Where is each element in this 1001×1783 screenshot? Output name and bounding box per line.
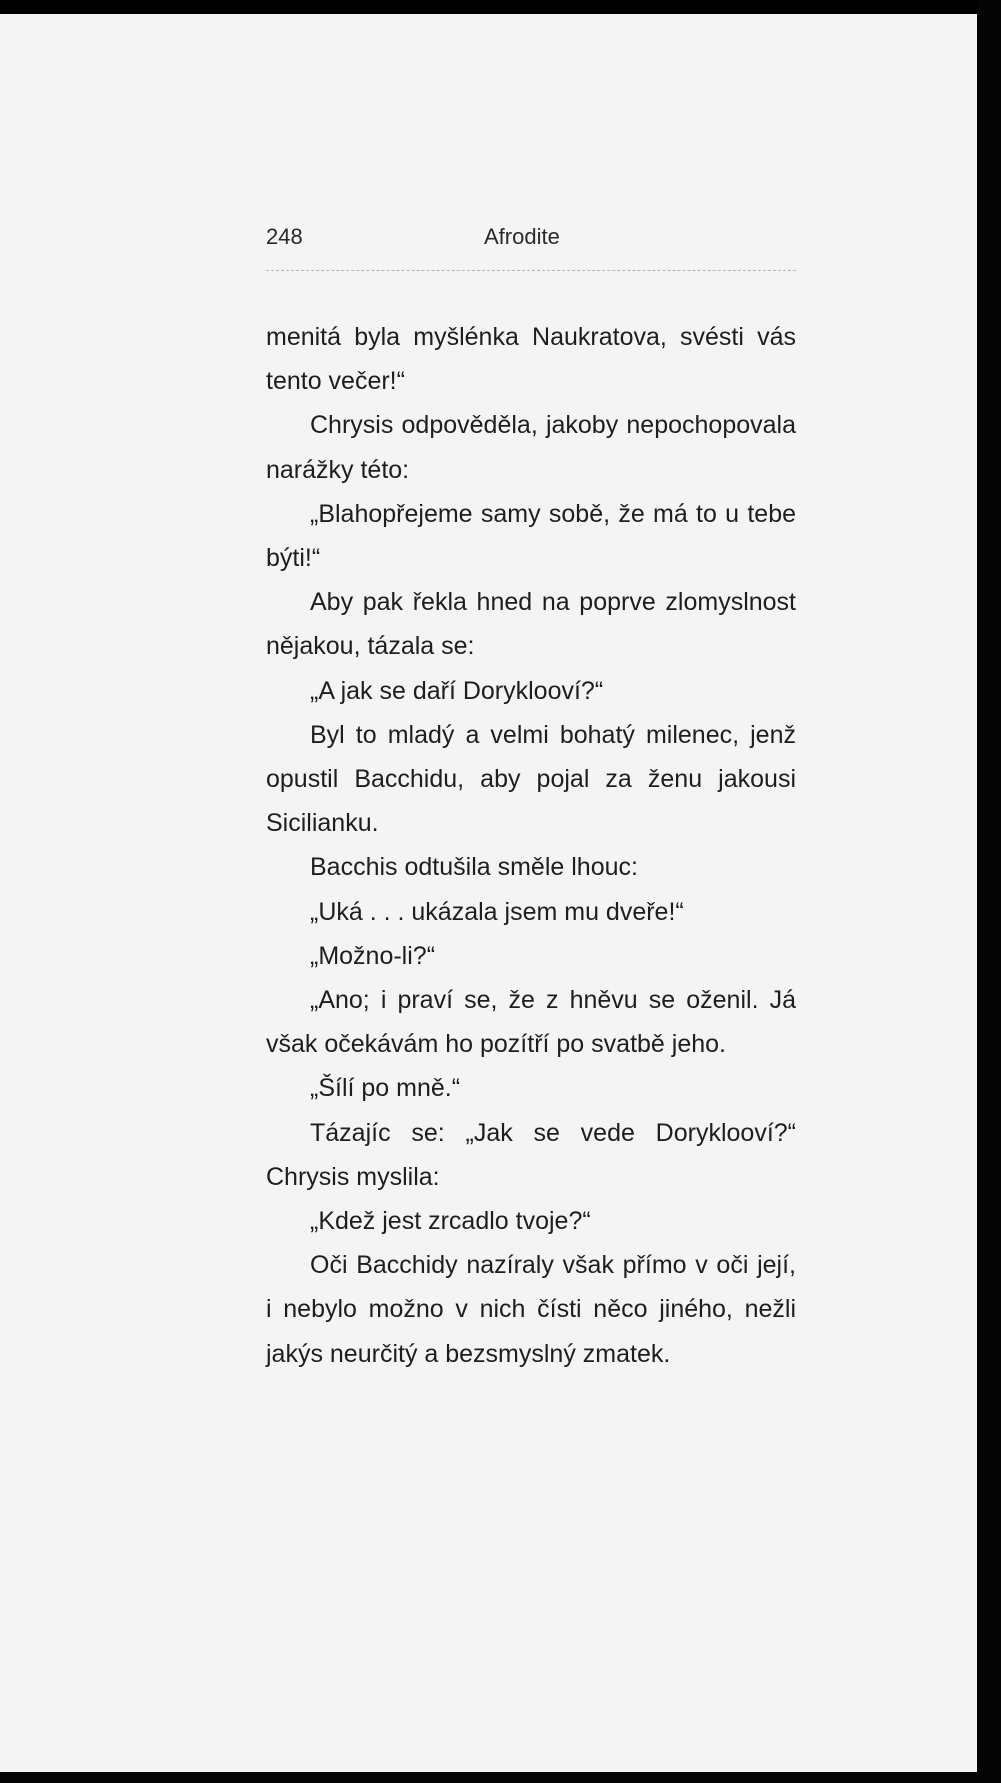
paragraph: Aby pak řekla hned na poprve zlomyslnost nějakou, tázala se: bbox=[266, 588, 796, 661]
page-number: 248 bbox=[266, 224, 303, 249]
paragraph: Bacchis odtušila směle lhouc: bbox=[310, 853, 638, 882]
paragraph: Oči Bacchidy nazíraly však přímo v oči její, i nebylo možno v nich čísti něco jiného, nežli jakýs neurčitý a bezsmyslný zmatek. bbox=[266, 1251, 796, 1368]
running-title: Afrodite bbox=[484, 224, 560, 249]
paragraph: „A jak se daří Doryklooví?“ bbox=[310, 676, 604, 705]
paragraph: „Ano; i praví se, že z hněvu se oženil. Já však očekávám ho pozítří po svatbě jeho. bbox=[266, 986, 796, 1059]
paragraph: Byl to mladý a velmi bohatý milenec, jenž opustil Bacchidu, aby pojal za ženu jakousi Sicilianku. bbox=[266, 720, 796, 838]
paragraph: „Blahopřejeme samy sobě, že má to u tebe býti!“ bbox=[266, 499, 796, 573]
paragraph: „Kdež jest zrcadlo tvoje?“ bbox=[310, 1207, 591, 1236]
header-divider bbox=[266, 270, 796, 271]
paragraph: „Šílí po mně.“ bbox=[310, 1074, 461, 1103]
page-header bbox=[266, 224, 796, 260]
paragraph: „Možno-li?“ bbox=[310, 941, 436, 970]
page-bottom-shadow bbox=[0, 1772, 1001, 1783]
page-edge-shadow bbox=[977, 0, 1001, 1783]
paragraph: Tázajíc se: „Jak se vede Doryklooví?“ Chrysis myslila: bbox=[266, 1118, 796, 1191]
paragraph: menitá byla myšlénka Naukratova, svésti vás tento večer!“ bbox=[266, 323, 796, 396]
body-text bbox=[266, 315, 796, 1376]
paragraph: „Uká . . . ukázala jsem mu dveře!“ bbox=[310, 897, 684, 926]
paragraph: Chrysis odpověděla, jakoby nepochopovala narážky této: bbox=[266, 411, 796, 484]
